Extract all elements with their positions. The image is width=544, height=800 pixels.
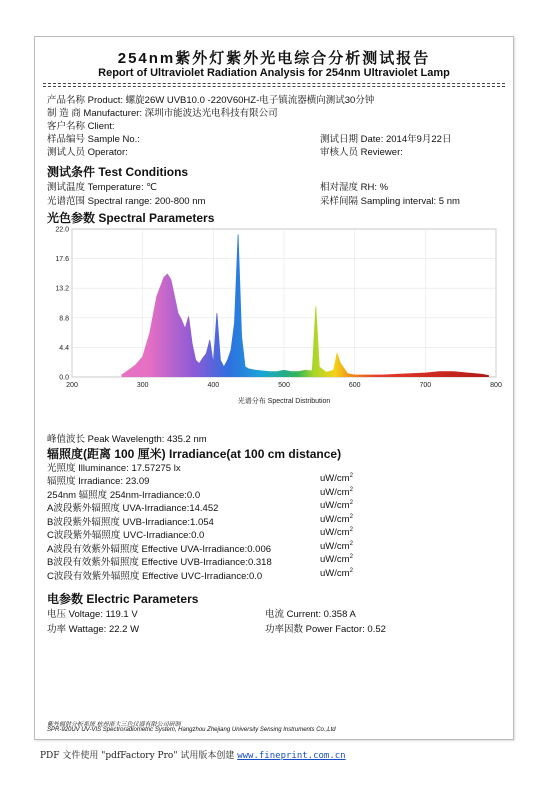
sampling-interval-field: 采样间隔 Sampling interval: 5 nm — [320, 196, 460, 207]
spectral-chart — [43, 225, 505, 415]
humidity-field: 相对湿度 RH: % — [320, 182, 389, 193]
irradiance-row-label: B波段紫外辐照度 UVB-Irradiance:1.054 — [47, 516, 214, 528]
temperature-field: 测试温度 Temperature: ℃ — [47, 182, 157, 193]
footer-line-en: SPR-920UV UV-VIS Spectroradiometric System, Hangzhou Zhejiang University Sensing Instruments Co.,Ltd — [47, 727, 336, 733]
report-title-cn: 254nm紫外灯紫外光电综合分析测试报告 — [117, 50, 431, 67]
pdf-note-link[interactable]: www.fineprint.com.cn — [237, 751, 346, 761]
irradiance-unit-text: uW/cm — [320, 527, 350, 539]
wattage-field: 功率 Wattage: 22.2 W — [47, 624, 140, 635]
voltage-field: 电压 Voltage: 119.1 V — [47, 609, 138, 620]
irradiance-row-label: A波段有效紫外辐照度 Effective UVA-Irradiance:0.006 — [47, 543, 272, 555]
spectral-parameters-heading: 光色参数 Spectral Parameters — [47, 211, 215, 225]
irradiance-unit-text: uW/cm — [320, 554, 350, 566]
irradiance-row-unit — [320, 554, 353, 565]
irradiance-unit-exponent: 2 — [349, 513, 353, 520]
x-tick-label: 600 — [348, 382, 361, 389]
irradiance-unit-text: uW/cm — [320, 567, 350, 579]
irradiance-row-label: A波段紫外辐照度 UVA-Irradiance:14.452 — [47, 503, 219, 514]
irradiance-row-unit — [320, 541, 353, 552]
sample-no-field: 样品编号 Sample No.: — [47, 134, 140, 145]
irradiance-row-unit — [320, 487, 353, 498]
y-tick-label: 13.2 — [55, 285, 69, 293]
irradiance-row-label: B波段有效紫外辐照度 Effective UVB-Irradiance:0.318 — [47, 557, 272, 568]
pdf-note-text: PDF 文件使用 "pdfFactory Pro" 试用版本创建 — [40, 751, 235, 761]
x-axis-label: 光谱分布 Spectral Distribution — [237, 398, 331, 405]
irradiance-unit-exponent: 2 — [349, 540, 353, 547]
y-tick-label: 0.0 — [59, 374, 69, 382]
illuminance-field: 光照度 Illuminance: 17.57275 lx — [47, 463, 181, 474]
irradiance-unit-text: uW/cm — [320, 513, 350, 525]
irradiance-unit-text: uW/cm — [320, 500, 350, 512]
irradiance-row-label: 254nm 辐照度 254nm-Irradiance:0.0 — [47, 489, 201, 501]
irradiance-row-label: C波段紫外辐照度 UVC-Irradiance:0.0 — [47, 530, 205, 541]
report-title-en: Report of Ultraviolet Radiation Analysis for 254nm Ultraviolet Lamp — [98, 67, 450, 79]
report-page — [34, 36, 514, 740]
test-conditions-heading: 测试条件 Test Conditions — [47, 165, 189, 179]
peak-wavelength-field: 峰值波长 Peak Wavelength: 435.2 nm — [47, 434, 207, 445]
divider-dashed — [43, 83, 505, 84]
pdf-watermark-note — [40, 748, 346, 761]
x-tick-label: 700 — [419, 382, 432, 389]
irradiance-row-unit — [320, 514, 353, 525]
x-tick-label: 300 — [136, 382, 149, 389]
manufacturer-field: 制 造 商 Manufacturer: 深圳市能波达光电科技有限公司 — [47, 108, 278, 119]
y-tick-label: 22.0 — [55, 226, 69, 234]
irradiance-unit-exponent: 2 — [349, 554, 353, 560]
product-field: 产品名称 Product: 螺旋26W UVB10.0 -220V60HZ-电子镇流器横向测试30分钟 — [47, 95, 375, 106]
irradiance-row-unit — [320, 500, 353, 511]
y-tick-label: 4.4 — [59, 344, 69, 352]
irradiance-unit-text: uW/cm — [320, 540, 350, 552]
x-tick-label: 800 — [490, 382, 502, 389]
irradiance-row-unit — [320, 527, 353, 538]
irradiance-unit-exponent: 2 — [349, 473, 353, 479]
irradiance-row-unit — [320, 473, 353, 484]
irradiance-unit-exponent: 2 — [349, 527, 353, 533]
y-tick-label: 17.6 — [55, 256, 69, 264]
client-field: 客户名称 Client: — [47, 121, 115, 132]
x-tick-label: 200 — [66, 382, 78, 389]
current-field: 电流 Current: 0.358 A — [265, 609, 356, 620]
spectral-range-field: 光谱范围 Spectral range: 200-800 nm — [47, 196, 206, 207]
test-date-field: 测试日期 Date: 2014年9月22日 — [320, 134, 452, 145]
x-tick-label: 400 — [207, 382, 220, 389]
irradiance-row-unit — [320, 568, 353, 579]
irradiance-unit-exponent: 2 — [349, 500, 353, 506]
irradiance-heading: 辐照度(距离 100 厘米) Irradiance(at 100 cm distance) — [47, 447, 342, 461]
footer-line-cn: 紫外辐射分析系统 杭州浙大三色仪器有限公司研制 — [47, 722, 181, 728]
operator-field: 测试人员 Operator: — [47, 147, 128, 158]
irradiance-unit-exponent: 2 — [349, 567, 353, 574]
divider-dashed — [43, 86, 505, 87]
irradiance-row-label: C波段有效紫外辐照度 Effective UVC-Irradiance:0.0 — [47, 570, 263, 582]
reviewer-field: 审核人员 Reviewer: — [320, 147, 403, 158]
electric-parameters-heading: 电参数 Electric Parameters — [47, 592, 199, 606]
irradiance-unit-text: uW/cm — [320, 473, 350, 485]
y-tick-label: 8.8 — [59, 315, 69, 323]
irradiance-unit-exponent: 2 — [349, 486, 353, 493]
power-factor-field: 功率因数 Power Factor: 0.52 — [265, 624, 386, 635]
x-tick-label: 500 — [278, 382, 290, 389]
irradiance-row-label: 辐照度 Irradiance: 23.09 — [47, 476, 150, 487]
irradiance-unit-text: uW/cm — [320, 486, 350, 498]
